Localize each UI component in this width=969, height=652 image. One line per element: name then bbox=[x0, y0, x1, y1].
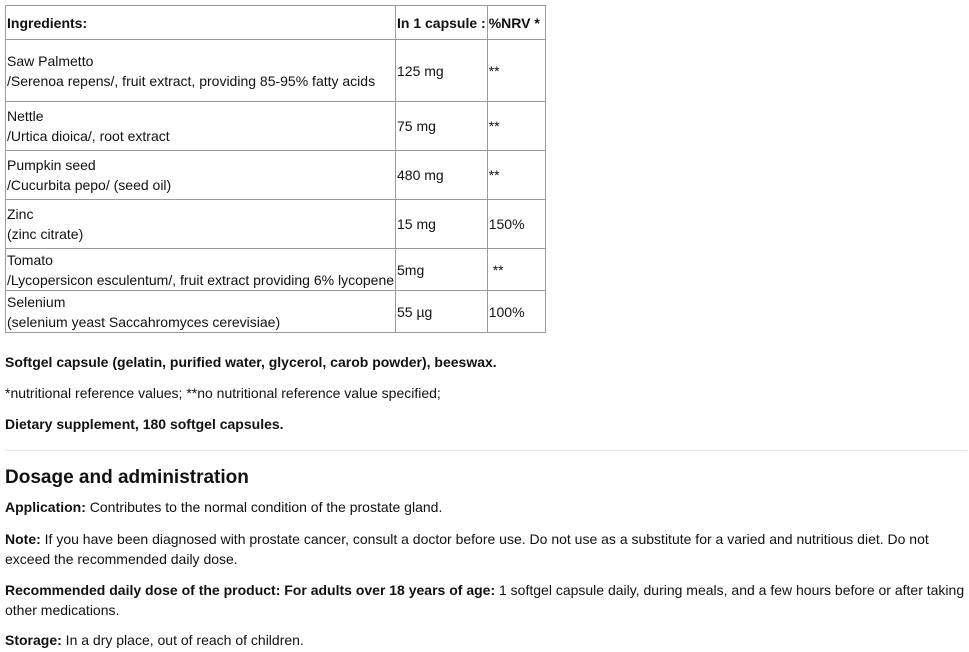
amount-cell: 125 mg bbox=[396, 40, 488, 102]
table-row bbox=[6, 40, 546, 102]
dietary-supplement-note: Dietary supplement, 180 softgel capsules. bbox=[5, 416, 284, 432]
ingredient-cell bbox=[6, 102, 396, 151]
ingredient-cell bbox=[6, 200, 396, 249]
nrv-cell: ** bbox=[487, 249, 545, 291]
amount-cell: 15 mg bbox=[396, 200, 488, 249]
nrv-cell: 150% bbox=[487, 200, 545, 249]
amount-cell: 5mg bbox=[396, 249, 488, 291]
daily-dose-label: Recommended daily dose of the product: For adults over 18 years of age: bbox=[5, 582, 496, 598]
ingredient-name: Saw Palmetto bbox=[7, 52, 94, 69]
ingredient-name: Zinc bbox=[7, 206, 34, 222]
table-header-row bbox=[6, 6, 546, 40]
amount-cell: 55 µg bbox=[396, 291, 488, 333]
product-info-page bbox=[5, 5, 967, 648]
amount-cell: 480 mg bbox=[396, 151, 488, 200]
ingredient-cell bbox=[6, 151, 396, 200]
nrv-cell: 100% bbox=[487, 291, 545, 333]
ingredient-description: /Lycopersicon esculentum/, fruit extract providing 6% lycopene bbox=[7, 271, 395, 288]
section-divider bbox=[5, 450, 967, 451]
ingredient-cell bbox=[6, 291, 396, 333]
nrv-cell: ** bbox=[487, 40, 545, 102]
ingredient-description: (selenium yeast Saccahromyces cerevisiae) bbox=[7, 313, 281, 330]
amount-cell: 75 mg bbox=[396, 102, 488, 151]
ingredients-table bbox=[5, 5, 546, 333]
table-row bbox=[6, 102, 546, 151]
table-row bbox=[6, 151, 546, 200]
note-text: If you have been diagnosed with prostate cancer, consult a doctor before use. Do not use as a substitute for a varied and nutritious diet. Do not exceed the recommended daily dose. bbox=[5, 531, 929, 567]
table-row bbox=[6, 249, 546, 291]
application-paragraph bbox=[5, 497, 442, 517]
ingredient-cell bbox=[6, 40, 396, 102]
storage-label: Storage: bbox=[5, 632, 62, 648]
table-row bbox=[6, 200, 546, 249]
application-text: Contributes to the normal condition of the prostate gland. bbox=[85, 499, 443, 515]
header-per-capsule: In 1 capsule : bbox=[396, 6, 488, 40]
ingredient-name: Nettle bbox=[7, 108, 44, 124]
ingredient-name: Selenium bbox=[7, 293, 66, 310]
header-ingredients: Ingredients: bbox=[6, 6, 396, 40]
note-label: Note: bbox=[5, 531, 41, 547]
storage-text: In a dry place, out of reach of children. bbox=[61, 632, 304, 648]
ingredient-name: Tomato bbox=[7, 251, 53, 268]
note-paragraph bbox=[5, 529, 965, 569]
ingredient-description: /Cucurbita pepo/ (seed oil) bbox=[7, 177, 172, 193]
nrv-cell: ** bbox=[487, 102, 545, 151]
capsule-composition: Softgel capsule (gelatin, purified water, glycerol, carob powder), beeswax. bbox=[5, 354, 497, 370]
ingredient-cell bbox=[6, 249, 396, 291]
header-nrv: %NRV * bbox=[487, 6, 545, 40]
daily-dose-text: 1 softgel capsule daily, during meals, and a few hours before or after taking other medications. bbox=[5, 582, 965, 618]
daily-dose-paragraph bbox=[5, 580, 967, 620]
ingredient-description: /Serenoa repens/, fruit extract, providing 85-95% fatty acids bbox=[7, 72, 376, 89]
application-label: Application: bbox=[5, 499, 86, 515]
dosage-heading: Dosage and administration bbox=[5, 467, 249, 488]
storage-paragraph bbox=[5, 630, 304, 650]
table-row bbox=[6, 291, 546, 333]
nrv-footnote: *nutritional reference values; **no nutritional reference value specified; bbox=[5, 385, 441, 401]
ingredient-name: Pumpkin seed bbox=[7, 157, 96, 173]
ingredient-description: /Urtica dioica/, root extract bbox=[7, 128, 170, 144]
ingredient-description: (zinc citrate) bbox=[7, 226, 84, 242]
nrv-cell: ** bbox=[487, 151, 545, 200]
